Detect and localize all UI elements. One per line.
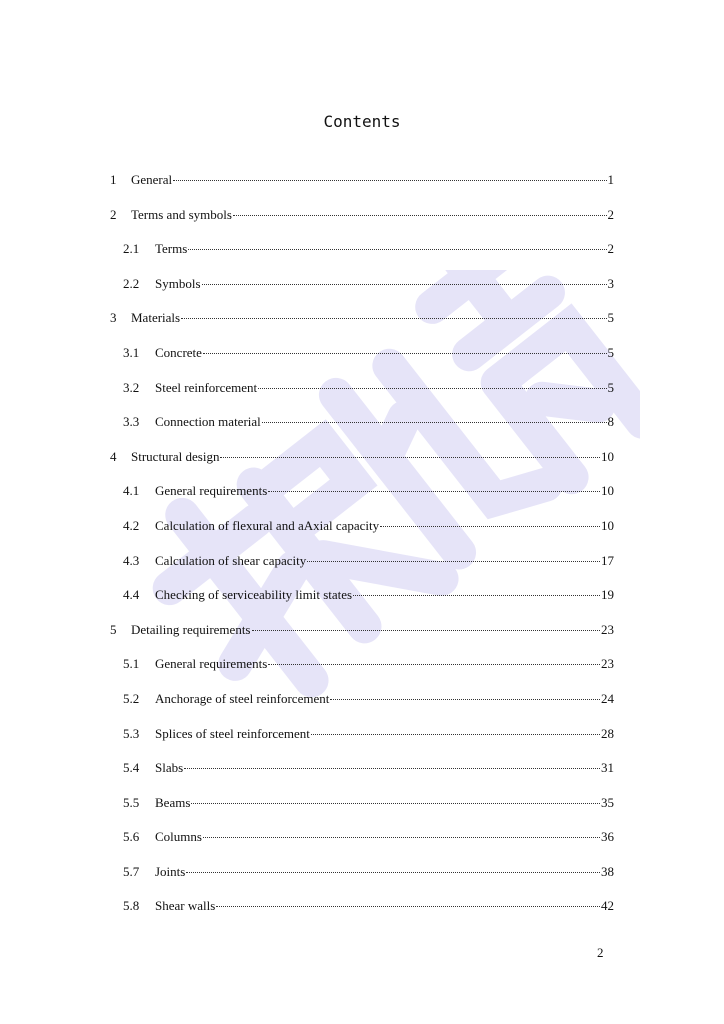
toc-entry-number: 3.1 — [123, 344, 140, 360]
toc-entry-label: Joints — [155, 863, 186, 879]
toc-entry[interactable] — [110, 345, 614, 380]
toc-entry-page: 28 — [601, 725, 614, 741]
toc-entry-number: 4 — [110, 448, 117, 464]
page-title: Contents — [323, 112, 401, 131]
toc-entry-number: 4.4 — [123, 587, 140, 603]
toc-entry-label: General requirements — [155, 656, 268, 672]
toc-entry[interactable] — [110, 691, 614, 726]
toc-entry-page: 38 — [601, 863, 614, 879]
toc-entry-number: 1 — [110, 172, 117, 187]
toc-entry[interactable] — [110, 483, 614, 518]
toc-entry[interactable] — [110, 726, 614, 761]
toc-entry-page: 10 — [601, 483, 614, 499]
toc-entry[interactable] — [110, 414, 614, 449]
toc-entry[interactable] — [110, 898, 614, 933]
toc-entry-label: Materials — [131, 310, 181, 326]
toc-entry[interactable] — [110, 172, 614, 207]
dot-leader — [203, 353, 607, 354]
toc-entry-label: Structural design — [131, 448, 220, 464]
toc-entry[interactable] — [110, 310, 614, 345]
dot-leader — [307, 561, 600, 562]
toc-entry-number: 5 — [110, 621, 117, 637]
toc-entry-page: 23 — [601, 656, 614, 672]
toc-entry-label: Beams — [155, 794, 191, 810]
toc-entry-label: Calculation of flexural and aAxial capacity — [155, 517, 380, 533]
toc-entry-page: 19 — [601, 587, 614, 603]
toc-entry-label: Symbols — [155, 275, 201, 291]
toc-entry-label: Connection material — [155, 414, 261, 430]
toc-entry-page: 1 — [607, 172, 614, 187]
dot-leader — [191, 803, 600, 804]
toc-entry-label: Calculation of shear capacity — [155, 552, 307, 568]
toc-entry-label: Splices of steel reinforcement — [155, 725, 310, 741]
toc-entry-label: Anchorage of steel reinforcement — [155, 690, 330, 706]
dot-leader — [311, 734, 600, 735]
dot-leader — [353, 595, 600, 596]
toc-entry-number: 2 — [110, 206, 117, 222]
toc-entry-page: 5 — [607, 310, 614, 326]
toc-entry-label: Slabs — [155, 760, 184, 776]
toc-entry-label: Steel reinforcement — [155, 379, 258, 395]
toc-entry-page: 31 — [601, 760, 614, 776]
toc-entry-label: General requirements — [155, 483, 268, 499]
dot-leader — [184, 768, 600, 769]
toc-entry-page: 2 — [607, 206, 614, 222]
toc-entry-label: Concrete — [155, 344, 202, 360]
toc-entry-number: 3.3 — [123, 414, 140, 430]
toc-entry[interactable] — [110, 207, 614, 242]
toc-entry[interactable] — [110, 622, 614, 657]
toc-entry-number: 2.2 — [123, 275, 140, 291]
toc-entry-number: 4.1 — [123, 483, 140, 499]
toc-entry-label: Columns — [155, 829, 202, 845]
toc-entry[interactable] — [110, 829, 614, 864]
dot-leader — [252, 630, 601, 631]
toc-entry[interactable] — [110, 656, 614, 691]
page-number: 2 — [597, 945, 604, 960]
toc-entry-label: General — [131, 172, 173, 187]
dot-leader — [268, 664, 600, 665]
dot-leader — [330, 699, 600, 700]
toc-entry-label: Checking of serviceability limit states — [155, 587, 353, 603]
toc-entry[interactable] — [110, 760, 614, 795]
toc-entry-number: 5.8 — [123, 898, 140, 914]
toc-entry-label: Terms — [155, 241, 188, 257]
toc-entry-label: Terms and symbols — [131, 206, 232, 222]
toc-entry-label: Detailing requirements — [131, 621, 251, 637]
toc-entry-page: 17 — [601, 552, 614, 568]
toc-entry-number: 5.4 — [123, 760, 140, 776]
toc-entry[interactable] — [110, 449, 614, 484]
dot-leader — [181, 318, 606, 319]
toc-entry-page: 10 — [601, 517, 614, 533]
toc-entry-page: 36 — [601, 829, 614, 845]
dot-leader — [203, 837, 600, 838]
toc-entry[interactable] — [110, 795, 614, 830]
toc-entry-number: 4.2 — [123, 517, 140, 533]
table-of-contents — [110, 172, 614, 933]
toc-entry[interactable] — [110, 241, 614, 276]
toc-entry-page: 3 — [607, 275, 614, 291]
toc-entry-page: 5 — [607, 344, 614, 360]
toc-entry-page: 2 — [607, 241, 614, 257]
toc-entry[interactable] — [110, 553, 614, 588]
dot-leader — [173, 180, 606, 181]
toc-entry[interactable] — [110, 864, 614, 899]
toc-entry[interactable] — [110, 587, 614, 622]
dot-leader — [216, 906, 600, 907]
toc-entry-number: 5.5 — [123, 794, 140, 810]
toc-entry-number: 4.3 — [123, 552, 140, 568]
toc-entry-page: 8 — [607, 414, 614, 430]
dot-leader — [268, 491, 600, 492]
dot-leader — [188, 249, 606, 250]
dot-leader — [220, 457, 600, 458]
toc-entry-number: 5.3 — [123, 725, 140, 741]
dot-leader — [233, 215, 607, 216]
toc-entry[interactable] — [110, 276, 614, 311]
dot-leader — [262, 422, 607, 423]
dot-leader — [202, 284, 607, 285]
toc-entry-page: 5 — [607, 379, 614, 395]
dot-leader — [186, 872, 600, 873]
toc-entry[interactable] — [110, 380, 614, 415]
toc-entry-label: Shear walls — [155, 898, 216, 914]
toc-entry-number: 3.2 — [123, 379, 140, 395]
toc-entry-page: 42 — [601, 898, 614, 914]
toc-entry[interactable] — [110, 518, 614, 553]
toc-entry-page: 24 — [601, 690, 614, 706]
toc-entry-number: 2.1 — [123, 241, 140, 257]
toc-entry-number: 5.7 — [123, 863, 140, 879]
dot-leader — [258, 388, 606, 389]
toc-entry-page: 35 — [601, 794, 614, 810]
toc-entry-number: 3 — [110, 310, 117, 326]
dot-leader — [380, 526, 600, 527]
toc-entry-page: 23 — [601, 621, 614, 637]
toc-entry-number: 5.2 — [123, 690, 140, 706]
toc-entry-number: 5.6 — [123, 829, 140, 845]
toc-entry-page: 10 — [601, 448, 614, 464]
toc-entry-number: 5.1 — [123, 656, 140, 672]
